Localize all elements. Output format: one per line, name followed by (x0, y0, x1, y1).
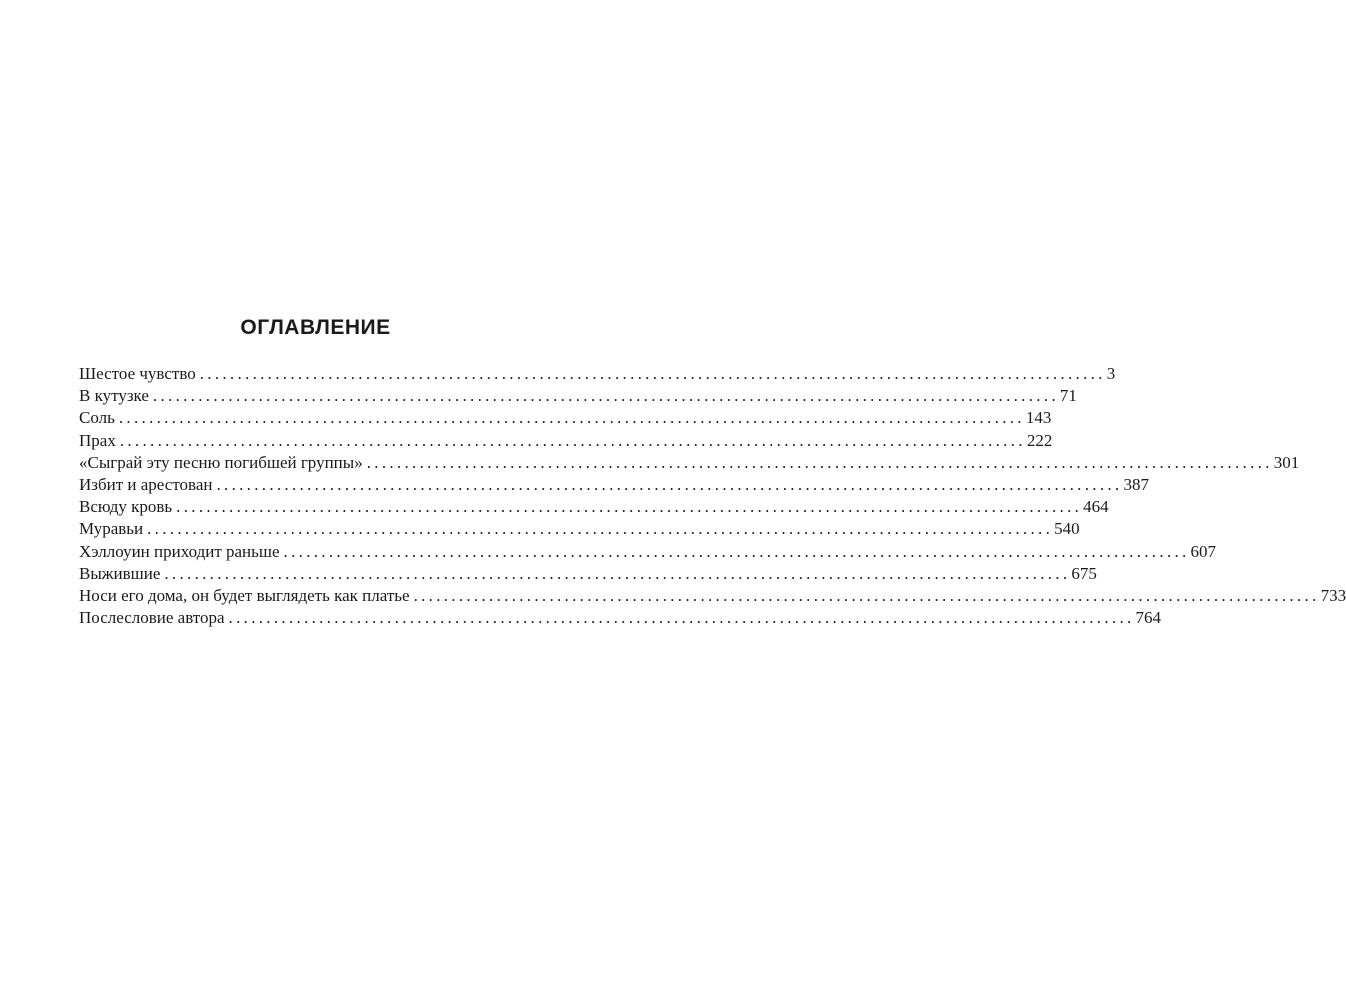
dot-leader: ........................................................................................................................ (176, 497, 1083, 517)
toc-entry-page: 675 (1071, 563, 1097, 583)
toc-entry (79, 385, 1077, 407)
dot-leader: ........................................................................................................................ (164, 563, 1071, 583)
dot-leader: ........................................................................................................................ (199, 364, 1106, 383)
toc-entry-label: Шестое чувство (79, 364, 196, 383)
dot-leader: ........................................................................................................................ (152, 386, 1059, 406)
toc-entry (79, 563, 1097, 585)
toc-entry-page: 3 (1106, 364, 1116, 383)
dot-leader: ........................................................................................................................ (413, 585, 1320, 605)
toc-entry (79, 452, 1300, 474)
toc-entry (79, 541, 1217, 563)
toc-entry-page: 733 (1320, 585, 1346, 605)
toc-entry-page: 607 (1190, 541, 1217, 561)
toc-entry (79, 430, 1053, 452)
toc-entry-label: Соль (79, 408, 115, 428)
toc-entry-page: 464 (1083, 497, 1109, 517)
toc-entry-page: 387 (1123, 474, 1149, 494)
toc-entry-page: 764 (1135, 608, 1162, 628)
toc-entry-page: 540 (1054, 519, 1080, 539)
dot-leader: ........................................................................................................................ (147, 519, 1054, 539)
dot-leader: ........................................................................................................................ (283, 541, 1190, 561)
toc-entry-label: Прах (79, 430, 116, 450)
toc-entry (79, 607, 1162, 629)
toc-entry (79, 363, 1116, 385)
toc-title: ОГЛАВЛЕНИЕ (240, 316, 391, 339)
toc-entry-label: Носи его дома, он будет выглядеть как платье (79, 585, 410, 605)
toc-entry-page: 222 (1026, 430, 1053, 450)
toc-list (79, 363, 1346, 629)
dot-leader: ........................................................................................................................ (119, 430, 1026, 450)
toc-entry-label: Послесловие автора (79, 608, 225, 628)
toc-entry-label: «Сыграй эту песню погибшей группы» (79, 452, 363, 472)
toc-entry-label: Избит и арестован (79, 474, 213, 494)
toc-entry-label: В кутузке (79, 386, 149, 406)
toc-entry-label: Хэллоуин приходит раньше (79, 541, 280, 561)
toc-entry-page: 71 (1059, 386, 1077, 406)
toc-entry-label: Выжившие (79, 563, 161, 583)
toc-entry (79, 585, 1346, 607)
toc-entry-page: 143 (1025, 408, 1052, 428)
toc-entry (79, 518, 1080, 540)
dot-leader: ........................................................................................................................ (118, 408, 1025, 428)
toc-entry-label: Муравьи (79, 519, 144, 539)
dot-leader: ........................................................................................................................ (216, 474, 1123, 494)
toc-entry (79, 407, 1052, 429)
toc-entry-label: Всюду кровь (79, 497, 173, 517)
toc-entry (79, 474, 1149, 496)
toc-entry-page: 301 (1273, 452, 1300, 472)
toc-entry (79, 496, 1109, 518)
dot-leader: ........................................................................................................................ (228, 608, 1135, 628)
dot-leader: ........................................................................................................................ (366, 452, 1273, 472)
